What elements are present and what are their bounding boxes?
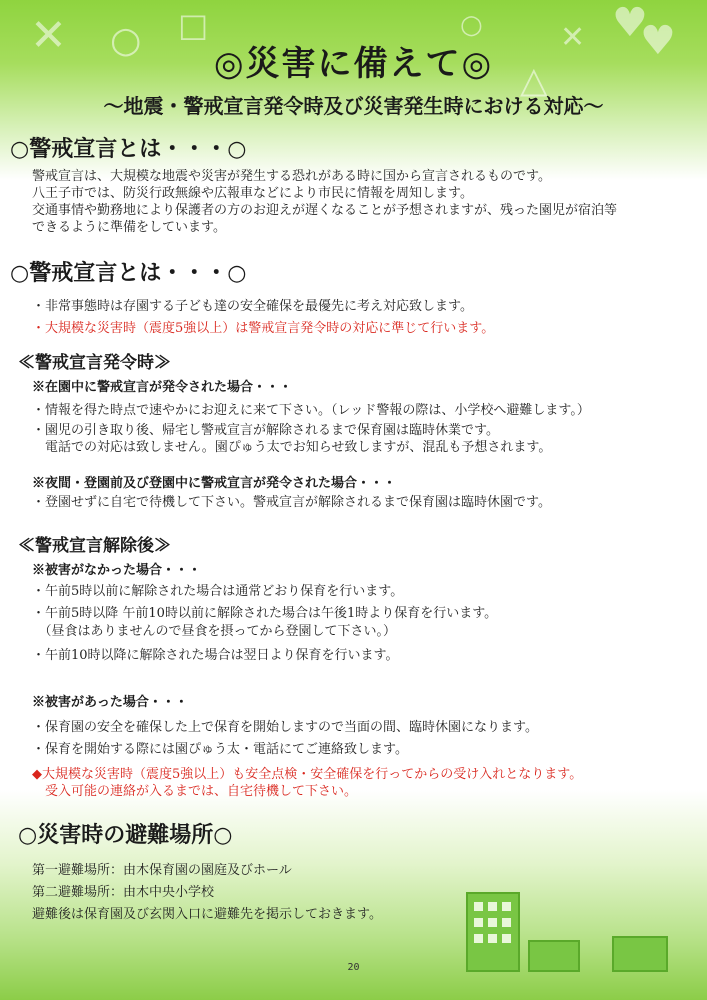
section-heading-evacuation: ○災害時の避難場所○ bbox=[18, 822, 233, 848]
cross-decoration-icon: ✕ bbox=[30, 10, 67, 61]
subsection-heading-lifted: ≪警戒宣言解除後≫ bbox=[18, 536, 171, 556]
page-title: ◎災害に備えて◎ bbox=[213, 44, 494, 84]
page-number: 20 bbox=[347, 962, 360, 973]
evacuation-line: 避難後は保育園及び玄関入口に避難先を掲示しておきます。 bbox=[32, 907, 382, 922]
bullet-item: ・保育園の安全を確保した上で保育を開始しますので当面の間、臨時休園になります。 bbox=[32, 720, 538, 735]
case-note: ※夜間・登園前及び登園中に警戒宣言が発令された場合・・・ bbox=[32, 476, 397, 491]
heart-decoration-icon: ♥ bbox=[640, 18, 676, 64]
paragraph-line: できるように準備をしています。 bbox=[32, 220, 226, 235]
bullet-item: ・園児の引き取り後、帰宅し警戒宣言が解除されるまで保育園は臨時休業です。 bbox=[32, 423, 499, 438]
page-subtitle: ～地震・警戒宣言発令時及び災害発生時における対応～ bbox=[103, 94, 604, 118]
warning-line: ◆大規模な災害時（震度5強以上）も安全点検・安全確保を行ってからの受け入れとなります。 bbox=[32, 767, 583, 782]
square-decoration-icon: □ bbox=[178, 6, 209, 44]
bullet-item: ・登園せずに自宅で待機して下さい。警戒宣言が解除されるまで保育園は臨時休園です。 bbox=[32, 495, 551, 510]
paragraph-line: 八王子市では、防災行政無線や広報車などにより市民に情報を周知します。 bbox=[32, 186, 473, 201]
heart-decoration-icon: ♥ bbox=[612, 0, 648, 46]
warning-line: 受入可能の連絡が入るまでは、自宅待機して下さい。 bbox=[32, 784, 358, 799]
section-heading-warning-definition: ○警戒宣言とは・・・○ bbox=[10, 136, 247, 162]
circle-decoration-icon: ○ bbox=[110, 20, 142, 61]
bullet-item: ・午前5時以前に解除された場合は通常どおり保育を行います。 bbox=[32, 584, 404, 599]
case-note: ※在園中に警戒宣言が発令された場合・・・ bbox=[32, 380, 293, 395]
evacuation-line: 第二避難場所：由木中央小学校 bbox=[32, 885, 215, 900]
circle-decoration-icon: ○ bbox=[460, 10, 483, 40]
bullet-item: （昼食はありませんので昼食を摂ってから登園して下さい。） bbox=[32, 624, 397, 639]
paragraph-line: 交通事情や勤務地により保護者の方のお迎えが遅くなることが予想されますが、残った園児が宿泊等 bbox=[32, 203, 618, 218]
school-building-illustration bbox=[466, 892, 520, 972]
case-note: ※被害がなかった場合・・・ bbox=[32, 563, 202, 578]
section-heading-warning-response: ○警戒宣言とは・・・○ bbox=[10, 260, 247, 286]
triangle-decoration-icon: △ bbox=[520, 60, 548, 101]
bullet-item: 電話での対応は致しません。園ぴゅう太でお知らせ致しますが、混乱も予想されます。 bbox=[32, 440, 552, 455]
bullet-item: ・午前5時以降 午前10時以前に解除された場合は午後1時より保育を行います。 bbox=[32, 606, 498, 621]
bullet-item: ・非常事態時は存園する子ども達の安全確保を最優先に考え対応致します。 bbox=[32, 299, 473, 314]
paragraph-line: 警戒宣言は、大規模な地震や災害が発生する恐れがある時に国から宣言されるものです。 bbox=[32, 169, 551, 184]
bullet-item-important: ・大規模な災害時（震度5強以上）は警戒宣言発令時の対応に準じて行います。 bbox=[32, 321, 495, 336]
bullet-item: ・保育を開始する際には園ぴゅう太・電話にてご連絡致します。 bbox=[32, 742, 408, 757]
subsection-heading-issued: ≪警戒宣言発令時≫ bbox=[18, 353, 171, 373]
case-note: ※被害があった場合・・・ bbox=[32, 695, 188, 710]
bullet-item: ・情報を得た時点で速やかにお迎えに来て下さい。（レッド警報の際は、小学校へ避難します。） bbox=[32, 403, 590, 418]
evacuation-line: 第一避難場所：由木保育園の園庭及びホール bbox=[32, 863, 292, 878]
cross-decoration-icon: ✕ bbox=[560, 20, 586, 55]
bullet-item: ・午前10時以降に解除された場合は翌日より保育を行います。 bbox=[32, 648, 399, 663]
